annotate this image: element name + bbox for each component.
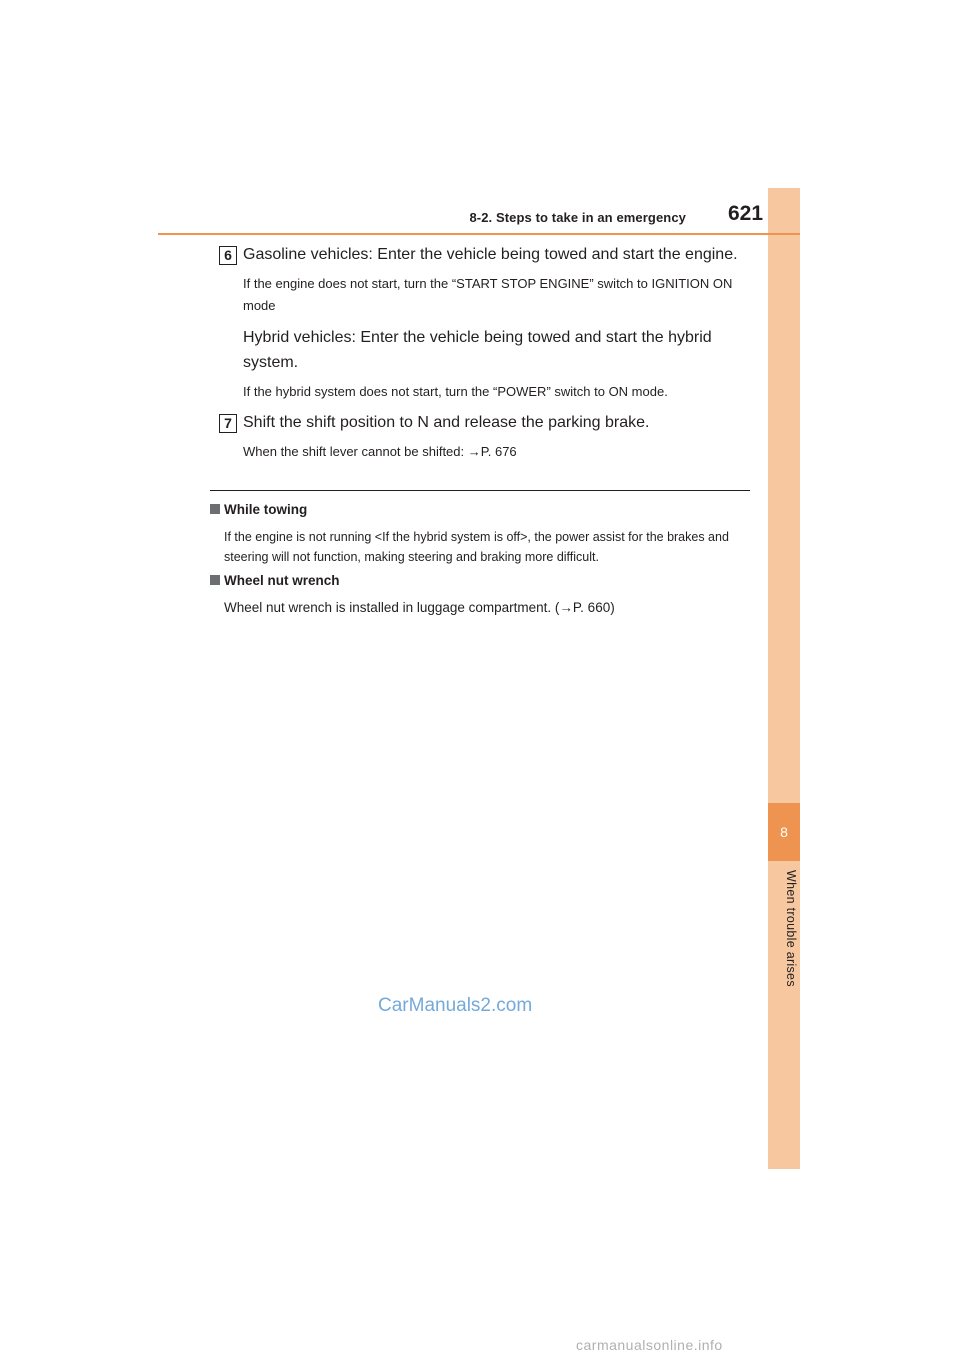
step-6-badge: 6 [219,246,237,265]
chapter-title: When trouble arises [784,870,798,987]
chapter-number-tab[interactable]: 8 [768,803,800,861]
info-heading-wheel-nut-wrench [210,573,340,588]
info-body-wheel-nut-wrench: Wheel nut wrench is installed in luggage compartment. (→P. 660) [224,600,615,615]
section-divider [210,490,750,491]
watermark-secondary[interactable]: carmanualsonline.info [576,1337,723,1353]
info-body-while-towing: If the engine is not running <If the hybrid system is off>, the power assist for the brakes and steering will not function, making steering and braking more difficult. [224,530,729,564]
step-7-badge: 7 [219,414,237,433]
bullet-square-icon [210,575,220,585]
info-heading-while-towing [210,502,307,517]
bullet-square-icon [210,504,220,514]
step-6-text-gasoline: Gasoline vehicles: Enter the vehicle being towed and start the engine. [243,246,738,263]
step-6-text-hybrid: Hybrid vehicles: Enter the vehicle being towed and start the hybrid system. [243,329,712,371]
chapter-sidebar [768,188,800,1169]
section-title: 8-2. Steps to take in an emergency [469,210,686,225]
header-rule [158,233,800,235]
info-heading-text: Wheel nut wrench [224,573,340,588]
step-7-note: When the shift lever cannot be shifted: →P. 676 [243,444,517,459]
step-7-text: Shift the shift position to N and release the parking brake. [243,414,650,431]
step-6-note-hybrid: If the hybrid system does not start, turn the “POWER” switch to ON mode. [243,384,668,399]
step-6-note-gasoline: If the engine does not start, turn the “START STOP ENGINE” switch to IGNITION ON mode [243,276,733,313]
page-number: 621 [728,202,764,225]
info-heading-text: While towing [224,502,308,517]
watermark-primary[interactable]: CarManuals2.com [378,995,533,1016]
